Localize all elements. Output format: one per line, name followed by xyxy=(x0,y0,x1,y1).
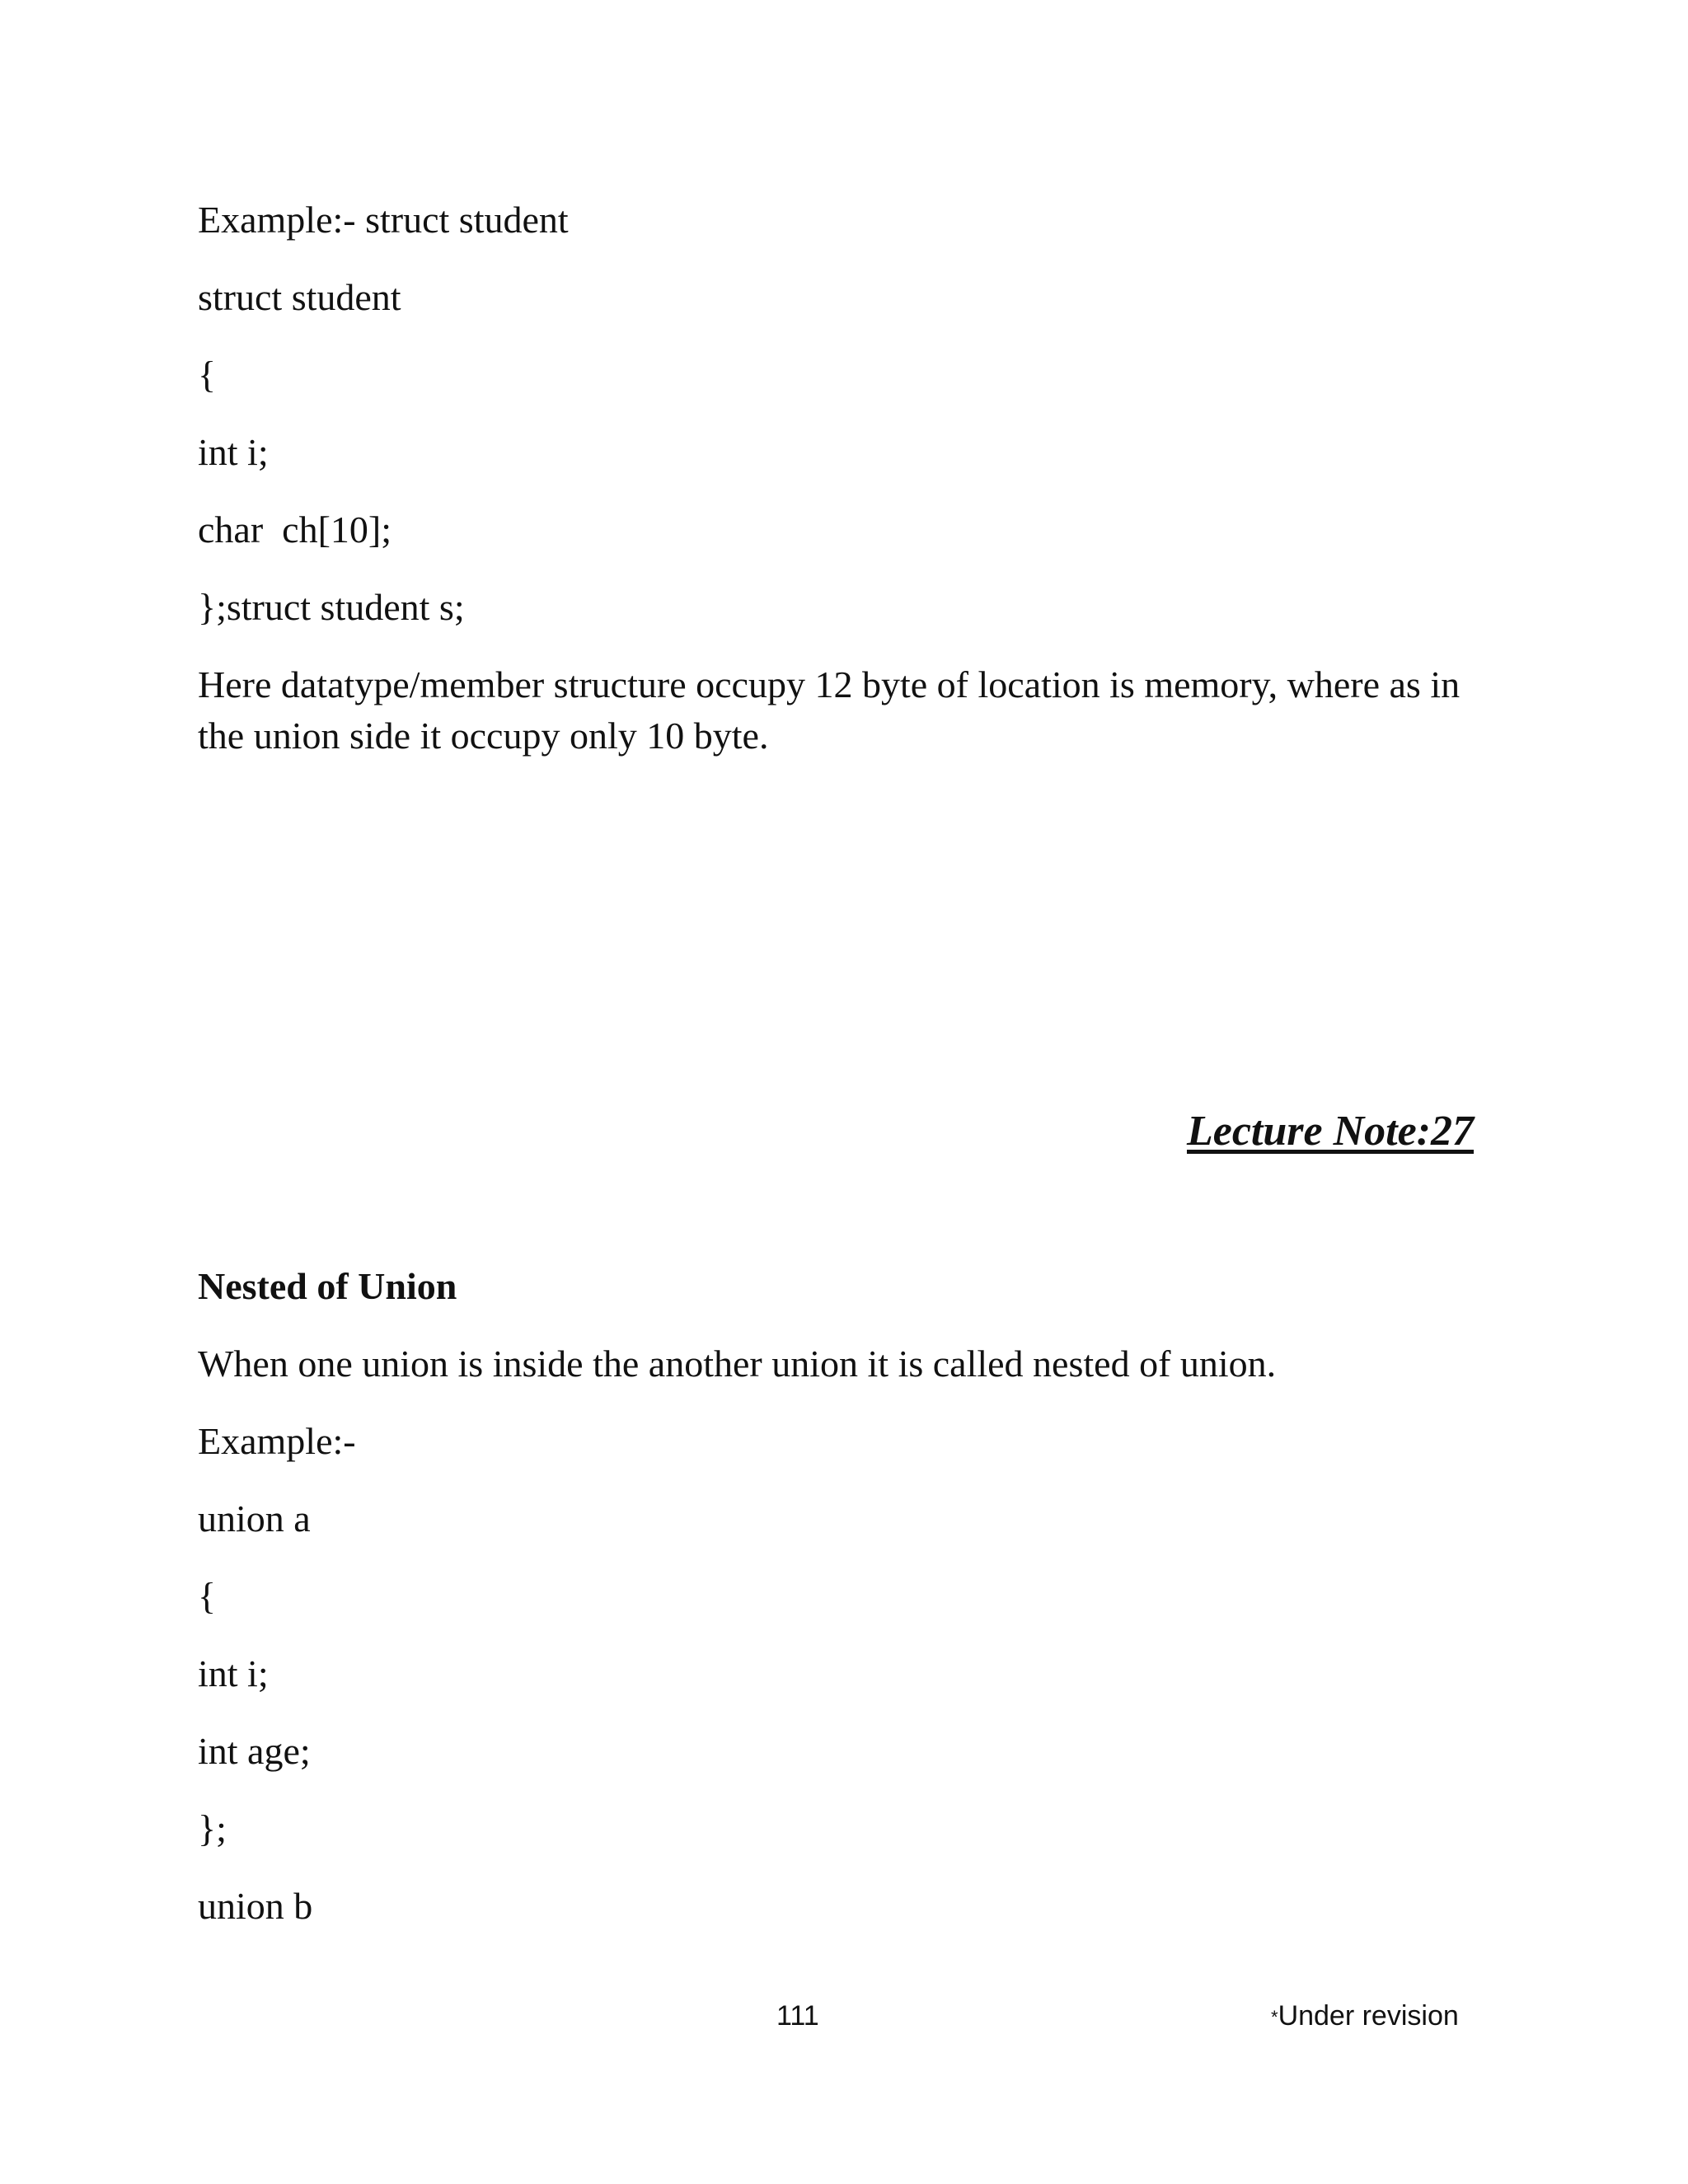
nested-union-heading: Nested of Union xyxy=(198,1265,457,1307)
code-line-open-brace: { xyxy=(198,354,217,396)
nested-union-definition: When one union is inside the another union it is called nested of union. xyxy=(198,1343,1277,1385)
example-label: Example:- xyxy=(198,1420,356,1462)
example-struct-label: Example:- struct student xyxy=(198,199,569,241)
code-line-close-brace-2: }; xyxy=(198,1807,227,1849)
revision-star: * xyxy=(1271,2007,1278,2028)
code-line-int-i: int i; xyxy=(198,431,269,473)
lecture-note-title: Lecture Note:27 xyxy=(1186,1108,1474,1155)
revision-note xyxy=(1271,1998,1459,2036)
code-line-close-brace-declare: };struct student s; xyxy=(198,586,465,628)
code-line-union-b: union b xyxy=(198,1885,313,1927)
revision-text: Under revision xyxy=(1278,2000,1459,2032)
code-line-int-age: int age; xyxy=(198,1730,311,1772)
code-line-union-a: union a xyxy=(198,1497,311,1540)
code-line-char-array: char ch[10]; xyxy=(198,509,392,551)
code-line-open-brace-2: { xyxy=(198,1575,217,1617)
code-line-struct-student: struct student xyxy=(198,276,401,318)
memory-explanation-paragraph: Here datatype/member structure occupy 12 byte of location is memory, where as in the union side it occupy only 10 byte. xyxy=(198,663,1461,757)
code-line-int-i-2: int i; xyxy=(198,1652,269,1694)
page-number: 111 xyxy=(776,2000,819,2032)
